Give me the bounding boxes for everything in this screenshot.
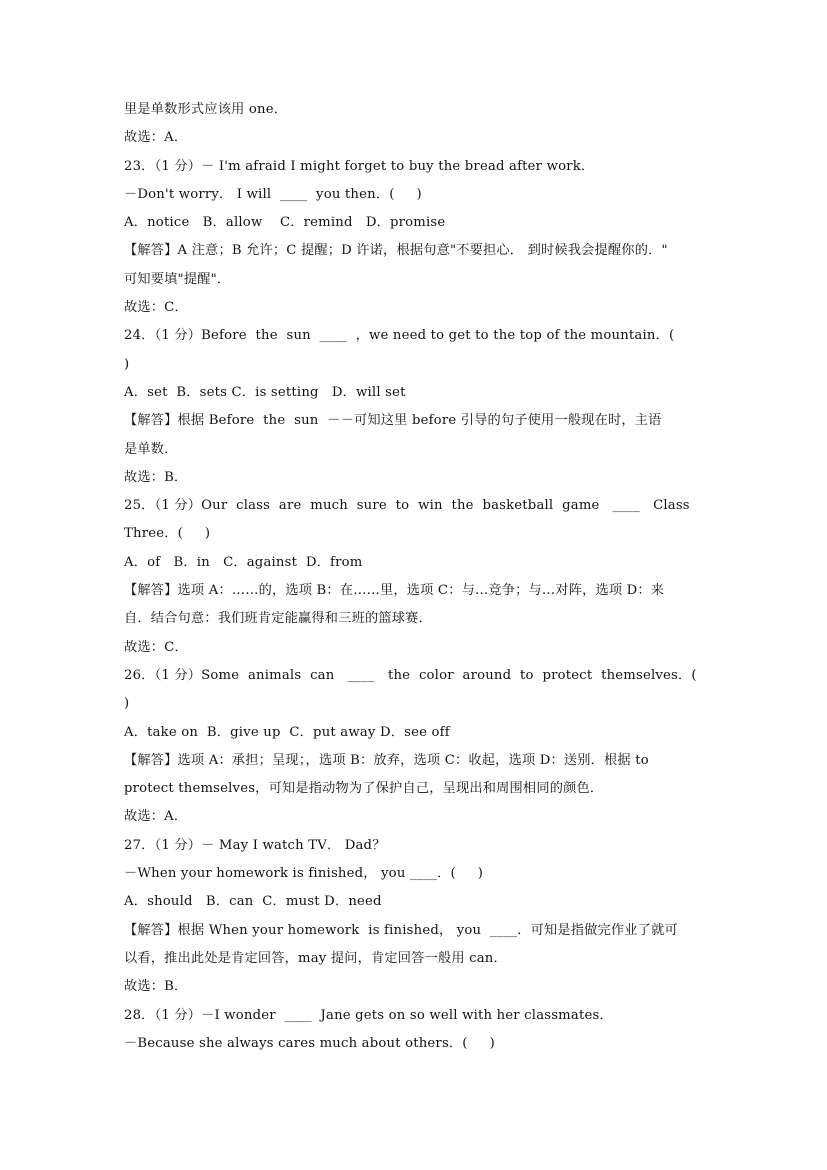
text-line: 故选：A． [124, 130, 188, 146]
text-line: Three．( ) [124, 526, 211, 542]
text-line: ) [124, 356, 130, 372]
text-line: 自．结合句意：我们班肯定能赢得和三班的篮球赛． [124, 611, 432, 627]
text-line: －Don't worry． I will ____ you then．( ) [124, 186, 422, 202]
question-28: 28．（1 分）－I wonder ____ Jane gets on so well with her classmates． [124, 1007, 613, 1023]
question-26: 26．（1 分）Some animals can ____ the color around to protect themselves．( [124, 667, 697, 683]
text-line: 以看，推出此处是肯定回答，may 提问，肯定回答一般用 can． [124, 950, 507, 966]
text-line: 故选：B． [124, 979, 188, 995]
question-25: 25．（1 分）Our class are much sure to win the basketball game ____ Class [124, 498, 690, 514]
answer-explanation: 【解答】根据 When your homework is finished， you ____．可知是指做完作业了就可 [124, 922, 678, 938]
answer-explanation: 【解答】选项 A：……的，选项 B：在……里，选项 C：与…竞争；与…对阵，选项 D：来 [124, 583, 665, 599]
document-page [124, 96, 714, 1058]
text-line: 是单数． [124, 441, 178, 457]
text-line: 可知要填"提醒"． [124, 271, 231, 287]
options-line: A．of B．in C．against D．from [124, 554, 363, 570]
text-line: 故选：A． [124, 809, 188, 825]
options-line: A．set B．sets C．is setting D．will set [124, 384, 406, 400]
answer-explanation: 【解答】A 注意；B 允许；C 提醒；D 许诺，根据句意"不要担心． 到时候我会提醒你的．" [124, 243, 668, 259]
text-line: －When your homework is finished， you ____．( ) [124, 866, 484, 882]
text-line: 故选：C． [124, 639, 188, 655]
answer-explanation: 【解答】选项 A：承担；呈现；，选项 B：放弃，选项 C：收起，选项 D：送别．根据 to [124, 752, 649, 768]
text-line: －Because she always cares much about others．( ) [124, 1035, 495, 1051]
text-line: 故选：C． [124, 300, 188, 316]
question-24: 24．（1 分）Before the sun ____ ，we need to get to the top of the mountain．( [124, 328, 675, 344]
text-line: 故选：B． [124, 469, 188, 485]
options-line: A．take on B．give up C．put away D．see off [124, 724, 450, 740]
options-line: A．notice B．allow C．remind D．promise [124, 215, 446, 231]
answer-explanation: 【解答】根据 Before the sun －－可知这里 before 引导的句子使用一般现在时，主语 [124, 413, 662, 429]
text-line: ) [124, 696, 130, 712]
question-23: 23．（1 分）－ I'm afraid I might forget to buy the bread after work． [124, 158, 595, 174]
options-line: A．should B．can C．must D．need [124, 894, 382, 910]
text-line: 里是单数形式应该用 one． [124, 102, 288, 117]
text-line: protect themselves，可知是指动物为了保护自己，呈现出和周围相同的颜色． [124, 781, 604, 797]
question-27: 27．（1 分）－ May I watch TV． Dad？ [124, 837, 386, 853]
